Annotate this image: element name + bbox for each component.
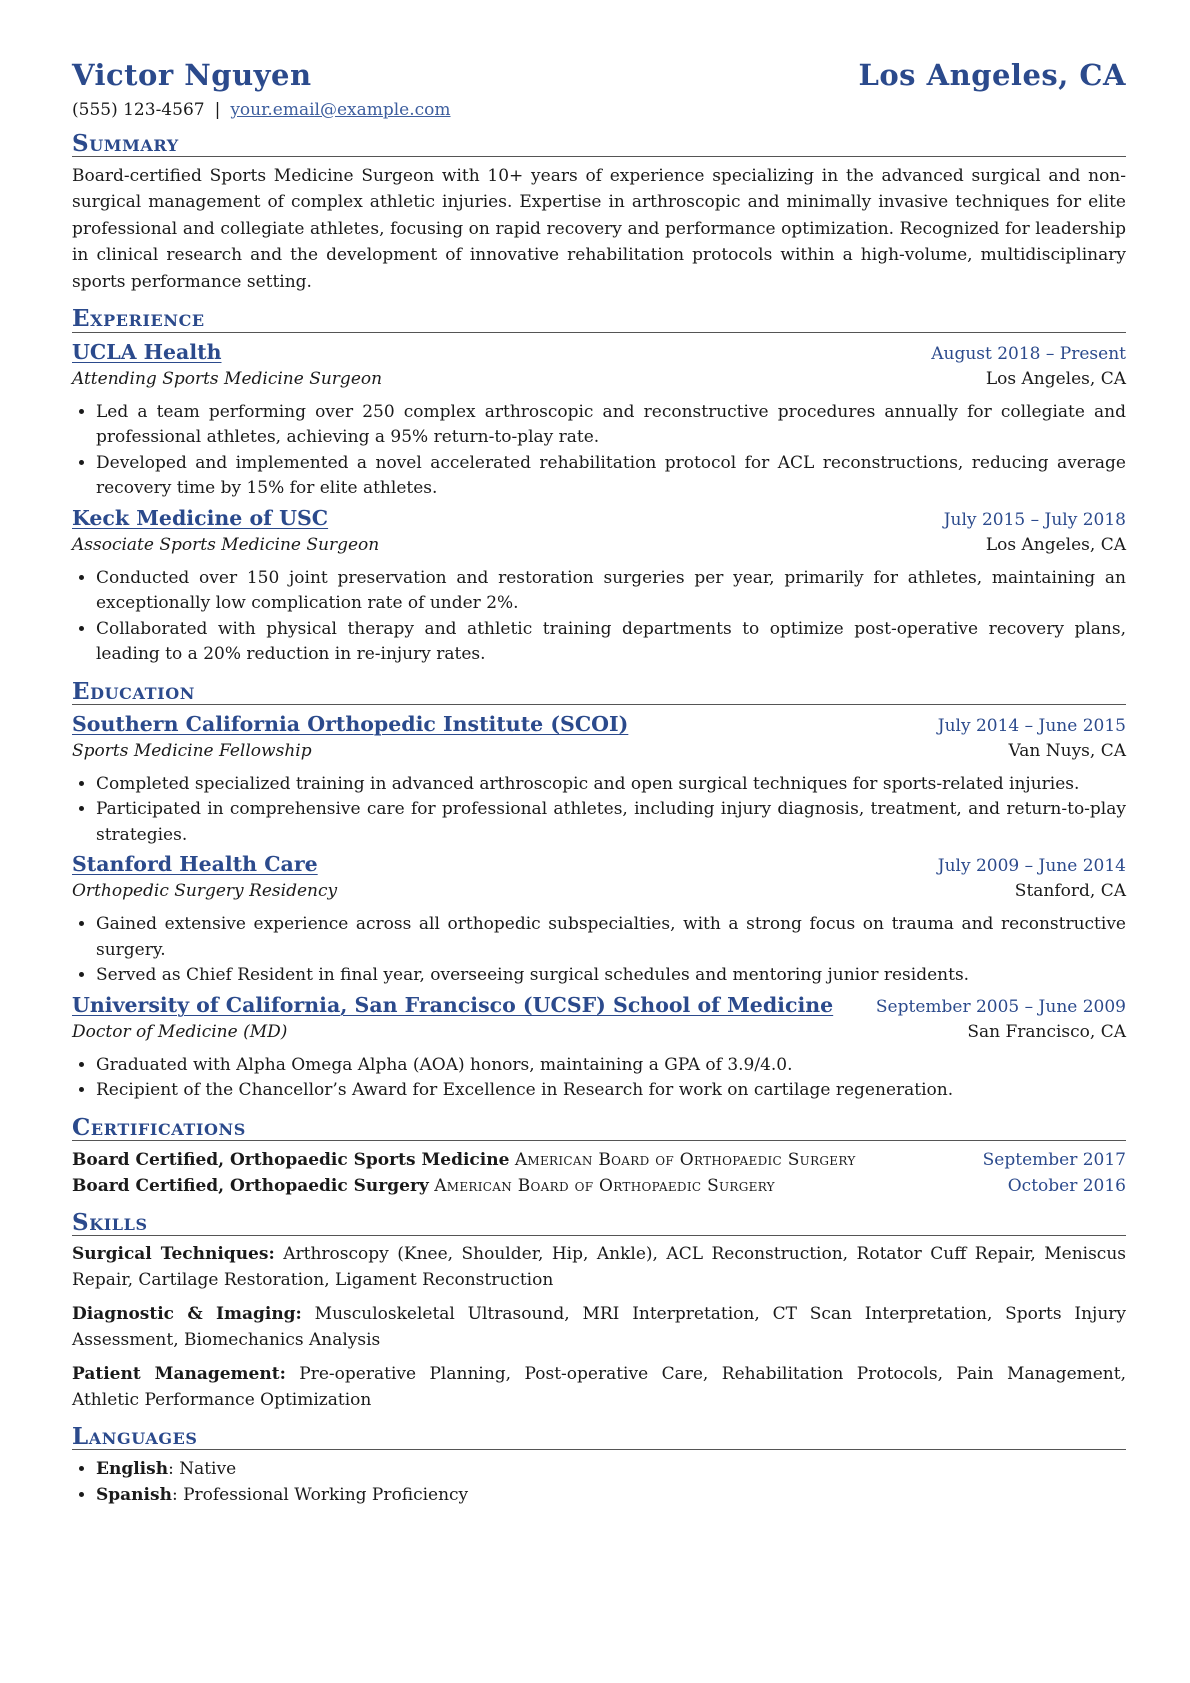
skill-list: Musculoskeletal Ultrasound, MRI Interpretation, CT Scan Interpretation, Sports Injury Assessment, Biomechanics Analysis (72, 1304, 1127, 1350)
skill-group (72, 1242, 1126, 1293)
bullet-list (72, 912, 1126, 989)
bullet-list (72, 566, 1126, 668)
section-title-education: Education (72, 680, 1126, 705)
skill-group (72, 1362, 1126, 1413)
certification-date: September 2017 (982, 1149, 1126, 1170)
skill-category: Surgical Techniques: (72, 1244, 275, 1264)
section-title-summary: Summary (72, 132, 1126, 157)
entry-location: Los Angeles, CA (985, 534, 1126, 555)
header (72, 58, 1126, 93)
bullet-item: • Participated in comprehensive care for professional athletes, including injury diagnosis, treatment, and return-to-play strategies. (96, 797, 1126, 848)
program-title: Sports Medicine Fellowship (72, 740, 312, 761)
section-title-certifications: Certifications (72, 1116, 1126, 1141)
bullet-item: • Led a team performing over 250 complex arthroscopic and reconstructive procedures annually for collegiate and professional athletes, achieving a 95% return-to-play rate. (96, 400, 1126, 451)
section-title-skills: Skills (72, 1211, 1126, 1236)
certification-name: Board Certified, Orthopaedic Surgery (72, 1175, 429, 1196)
program-title: Orthopedic Surgery Residency (72, 881, 338, 902)
language-list (72, 1456, 1126, 1508)
resume-page (72, 58, 1126, 1508)
bullet-item: • Conducted over 150 joint preservation and restoration surgeries per year, primarily for athletes, maintaining an exceptionally low complication rate of under 2%. (96, 566, 1126, 617)
employer-link[interactable]: Keck Medicine of USC (72, 505, 329, 530)
language-name: English (96, 1459, 169, 1480)
bullet-item: • Developed and implemented a novel accelerated rehabilitation protocol for ACL reconstructions, reducing average recovery time by 15% for elite athletes. (96, 451, 1126, 502)
bullet-list (72, 1053, 1126, 1104)
bullet-list (72, 772, 1126, 849)
entry-dates: July 2009 – June 2014 (937, 856, 1126, 877)
entry-location: Van Nuys, CA (1008, 740, 1126, 761)
summary-text: Board-certified Sports Medicine Surgeon with 10+ years of experience specializing in the advanced surgical and non-surgical management of complex athletic injuries. Expertise in arthroscopic and minimally invasive techniques for elite professional and collegiate athletes, focusing on rapid recovery and performance optimization. Recognized for leadership in clinical research and the development of innovative rehabilitation protocols within a high-volume, multidisciplinary sports performance setting. (72, 165, 1126, 292)
contact-separator: | (214, 99, 221, 120)
entry-location: Stanford, CA (1014, 881, 1126, 902)
entry-dates: July 2015 – July 2018 (943, 509, 1126, 530)
section-title-experience: Experience (72, 307, 1126, 332)
skill-list: Arthroscopy (Knee, Shoulder, Hip, Ankle), ACL Reconstruction, Rotator Cuff Repair, Meniscus Repair, Cartilage Restoration, Ligament Reconstruction (72, 1244, 1127, 1290)
bullet-item: • Recipient of the Chancellor’s Award for Excellence in Research for work on cartilage regeneration. (96, 1078, 1126, 1104)
institution-link[interactable]: Stanford Health Care (72, 852, 318, 877)
bullet-item: • Collaborated with physical therapy and athletic training departments to optimize post-operative recovery plans, leading to a 20% reduction in re-injury rates. (96, 617, 1126, 668)
entry-dates: September 2005 – June 2009 (875, 996, 1126, 1017)
language-item: • English: Native (96, 1456, 1126, 1482)
certification-name: Board Certified, Orthopaedic Sports Medicine (72, 1149, 510, 1170)
education-entry (72, 992, 1126, 1104)
language-name: Spanish (96, 1485, 172, 1506)
employer-link[interactable]: UCLA Health (72, 339, 222, 364)
header-location: Los Angeles, CA (858, 58, 1126, 92)
bullet-item: • Graduated with Alpha Omega Alpha (AOA) honors, maintaining a GPA of 3.9/4.0. (96, 1053, 1126, 1079)
entry-dates: August 2018 – Present (931, 343, 1126, 364)
certification-item (72, 1147, 1126, 1173)
language-level: Native (179, 1459, 237, 1480)
certification-issuer: American Board of Orthopaedic Surgery (514, 1149, 856, 1170)
education-entry (72, 851, 1126, 989)
skill-list: Pre-operative Planning, Post-operative Care, Rehabilitation Protocols, Pain Management, Athletic Performance Optimization (72, 1364, 1126, 1410)
language-level: Professional Working Proficiency (183, 1485, 469, 1506)
institution-link[interactable]: Southern California Orthopedic Institute (SCOI) (72, 711, 629, 736)
contact-line (72, 100, 1126, 120)
institution-link[interactable]: University of California, San Francisco (UCSF) School of Medicine (72, 992, 834, 1017)
candidate-name: Victor Nguyen (72, 58, 312, 92)
job-title: Associate Sports Medicine Surgeon (72, 534, 380, 555)
entry-dates: July 2014 – June 2015 (937, 715, 1126, 736)
job-title: Attending Sports Medicine Surgeon (72, 368, 383, 389)
section-title-languages: Languages (72, 1425, 1126, 1450)
experience-entry (72, 339, 1126, 502)
bullet-item: • Served as Chief Resident in final year, overseeing surgical schedules and mentoring junior residents. (96, 963, 1126, 989)
entry-location: Los Angeles, CA (985, 368, 1126, 389)
entry-location: San Francisco, CA (967, 1021, 1126, 1042)
education-entry (72, 711, 1126, 849)
phone-number: (555) 123-4567 (72, 99, 205, 120)
certification-issuer: American Board of Orthopaedic Surgery (434, 1175, 775, 1196)
bullet-list (72, 400, 1126, 502)
degree-title: Doctor of Medicine (MD) (72, 1021, 288, 1042)
email-link[interactable]: your.email@example.com (230, 99, 451, 120)
experience-entry (72, 505, 1126, 668)
skill-category: Diagnostic & Imaging: (72, 1304, 302, 1324)
skill-category: Patient Management: (72, 1364, 286, 1384)
certification-item (72, 1173, 1126, 1199)
bullet-item: • Completed specialized training in advanced arthroscopic and open surgical techniques for sports-related injuries. (96, 772, 1126, 798)
language-item: • Spanish: Professional Working Proficiency (96, 1482, 1126, 1508)
skill-group (72, 1302, 1126, 1353)
bullet-item: • Gained extensive experience across all orthopedic subspecialties, with a strong focus on trauma and reconstructive surgery. (96, 912, 1126, 963)
certification-date: October 2016 (1007, 1175, 1126, 1196)
